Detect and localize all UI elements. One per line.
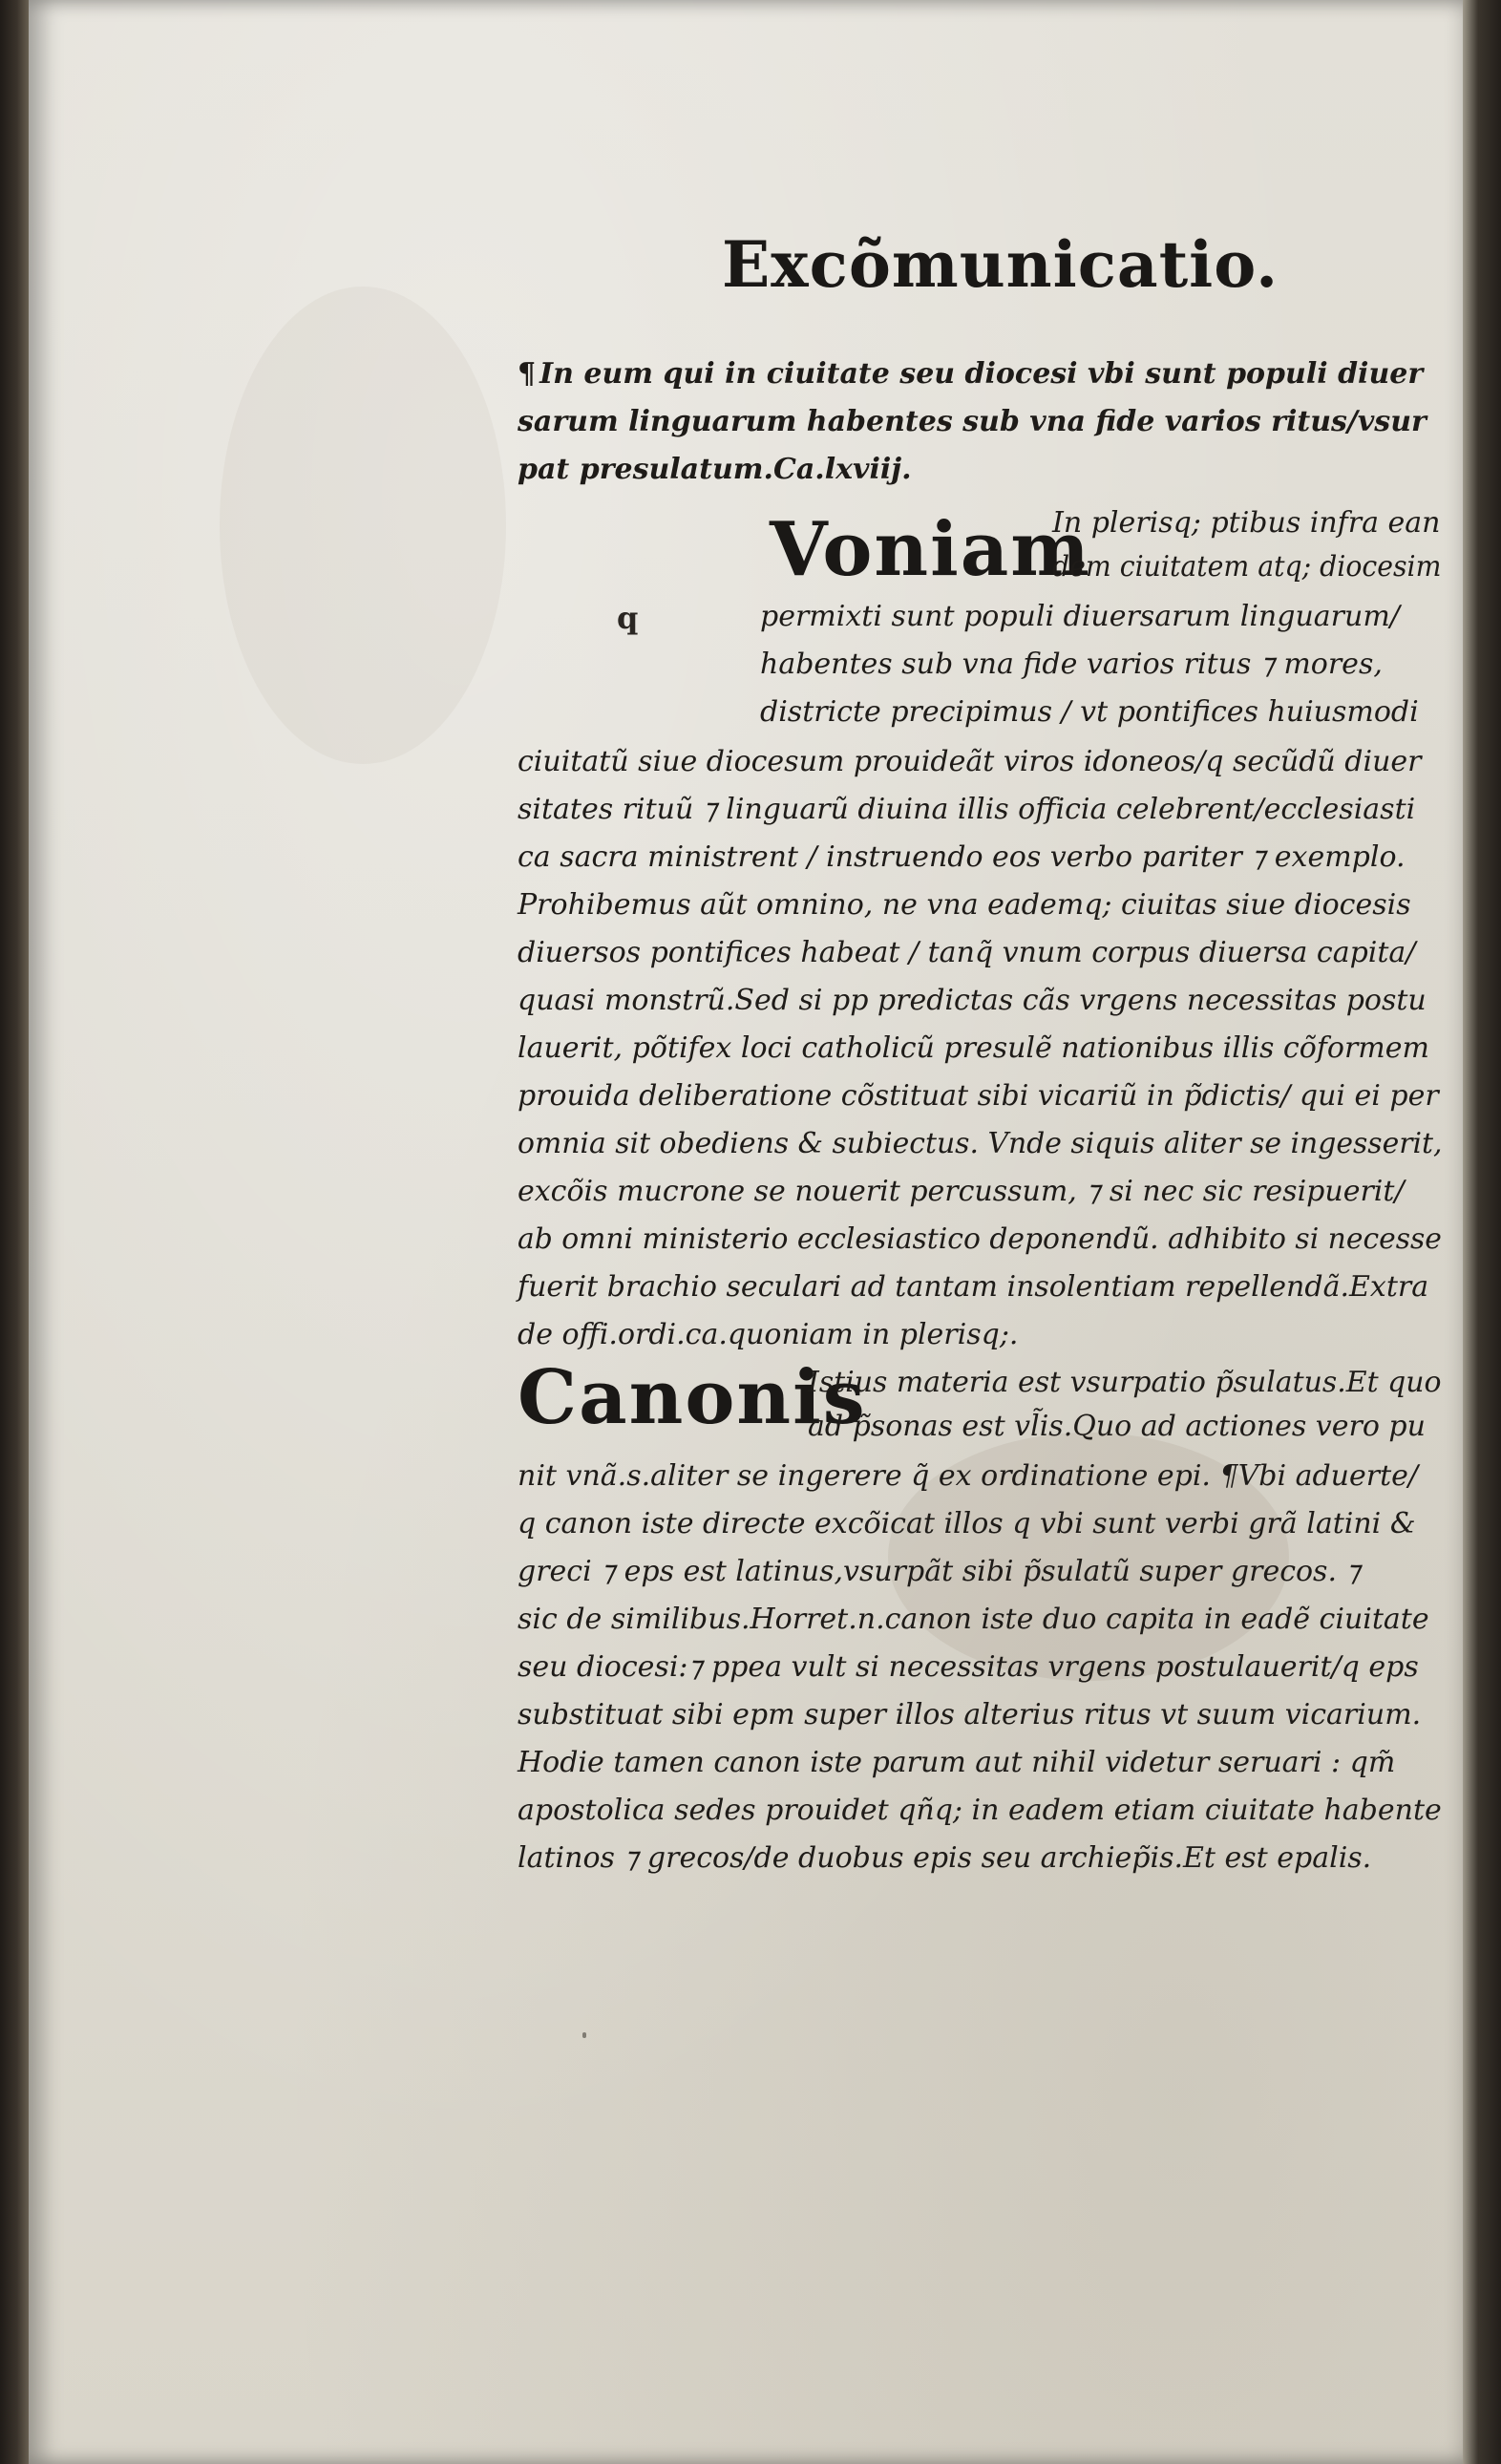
- text-line: sitates rituũ ⁊ linguarũ diuina illis officia celebrent/ecclesiasti: [518, 793, 1416, 826]
- text-line: districte precipimus / vt pontifices huiusmodi: [760, 695, 1419, 729]
- text-line: Prohibemus aũt omnino, ne vna eademq; ciuitas siue diocesis: [518, 888, 1411, 922]
- text-line: dem ciuitatem atq; diocesim: [1052, 550, 1442, 584]
- pilcrow-icon: ¶: [518, 357, 537, 391]
- text-line: Hodie tamen canon iste parum aut nihil videtur seruari : qm̃: [518, 1746, 1396, 1779]
- text-line: nit vnã.s.aliter se ingerere q̃ ex ordinatione epi. ¶Vbi aduerte/: [518, 1459, 1418, 1493]
- text-line: seu diocesi:⁊ ppea vult si necessitas vrgens postulauerit/q eps: [518, 1650, 1419, 1684]
- guide-letter: q: [617, 600, 639, 636]
- text-line: Istius materia est vsurpatio p̃sulatus.Et quo: [808, 1366, 1442, 1399]
- rubric-text: In eum qui in ciuitate seu diocesi vbi sunt populi diuer: [539, 357, 1424, 391]
- text-line: ad p̃sonas est vl̃is.Quo ad actiones vero pu: [808, 1410, 1426, 1443]
- text-line: lauerit, põtifex loci catholicũ presulẽ nationibus illis cõformem: [518, 1031, 1429, 1065]
- book-page: [29, 0, 1470, 2464]
- initial-word-voniam: Voniam: [770, 506, 1091, 593]
- text-line: In plerisq; ptibus infra ean: [1052, 506, 1441, 540]
- page-title: Excõmunicatio.: [722, 227, 1279, 302]
- text-line: omnia sit obediens & subiectus. Vnde siquis aliter se ingesserit,: [518, 1127, 1443, 1160]
- page-edge: [1463, 0, 1501, 2464]
- ink-speck: [582, 2032, 586, 2038]
- text-line: fuerit brachio seculari ad tantam insolentiam repellendã.Extra: [518, 1270, 1429, 1304]
- text-line: q canon iste directe excõicat illos q vbi sunt verbi grã latini &: [518, 1507, 1416, 1540]
- text-line: apostolica sedes prouidet qñq; in eadem etiam ciuitate habente: [518, 1794, 1442, 1827]
- binding-edge: [0, 0, 31, 2464]
- text-line: latinos ⁊ grecos/de duobus epis seu archiep̃is.Et est epalis.: [518, 1841, 1372, 1875]
- text-line: greci ⁊ eps est latinus,vsurpãt sibi p̃sulatũ super grecos. ⁊: [518, 1555, 1361, 1588]
- text-line: de offi.ordi.ca.quoniam in plerisq;.: [518, 1318, 1019, 1351]
- text-line: habentes sub vna fide varios ritus ⁊ mores,: [760, 648, 1383, 681]
- rubric-line: pat presulatum.Ca.lxviij.: [518, 453, 912, 486]
- text-line: ca sacra ministrent / instruendo eos verbo pariter ⁊ exemplo.: [518, 840, 1406, 874]
- text-line: permixti sunt populi diuersarum linguarum/: [760, 600, 1400, 633]
- text-line: ab omni ministerio ecclesiastico deponendũ. adhibito si necesse: [518, 1222, 1442, 1256]
- rubric-line: sarum linguarum habentes sub vna fide varios ritus/vsur: [518, 405, 1427, 438]
- text-line: prouida deliberatione cõstituat sibi vicariũ in p̃dictis/ qui ei per: [518, 1079, 1439, 1113]
- paper-stain: [220, 287, 506, 764]
- initial-word-canonis: Canonis: [518, 1354, 867, 1441]
- text-line: excõis mucrone se nouerit percussum, ⁊ si nec sic resipuerit/: [518, 1175, 1405, 1208]
- text-line: substituat sibi epm super illos alterius ritus vt suum vicarium.: [518, 1698, 1422, 1731]
- rubric-line: [518, 355, 1423, 393]
- text-line: sic de similibus.Horret.n.canon iste duo capita in eadẽ ciuitate: [518, 1603, 1429, 1636]
- text-line: diuersos pontifices habeat / tanq̃ vnum corpus diuersa capita/: [518, 936, 1416, 969]
- text-line: ciuitatũ siue diocesum prouideãt viros idoneos/q secũdũ diuer: [518, 745, 1422, 778]
- text-line: quasi monstrũ.Sed si pp predictas cãs vrgens necessitas postu: [518, 984, 1427, 1017]
